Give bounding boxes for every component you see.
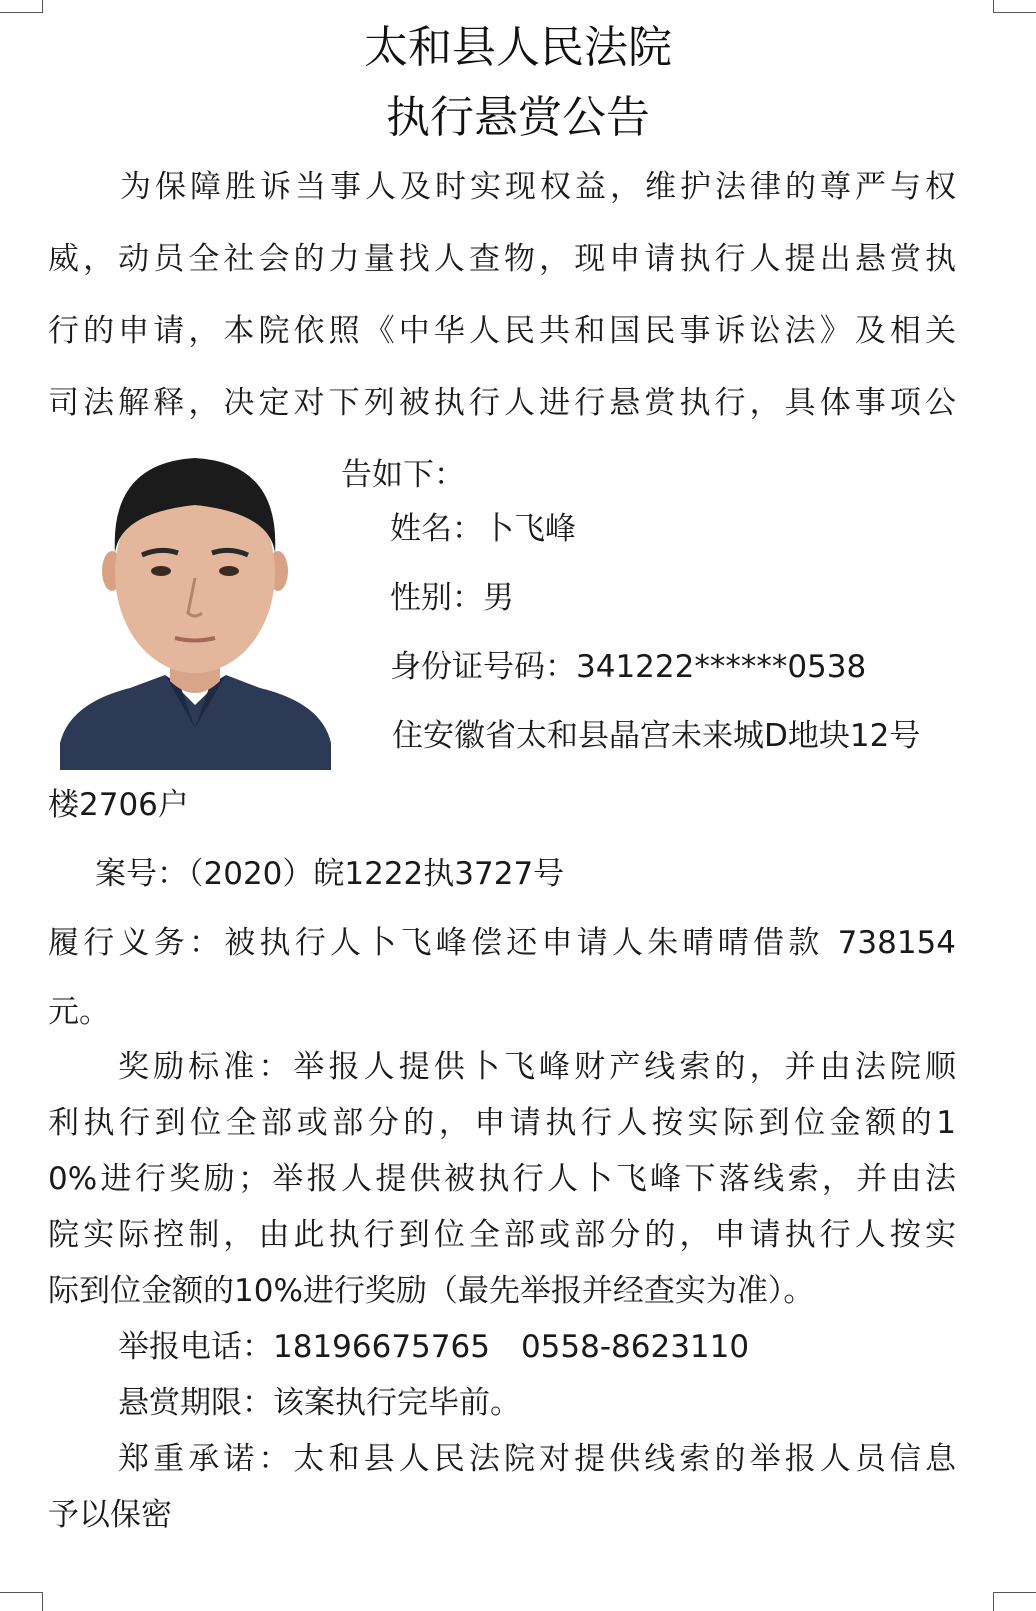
promise-line-1: 郑重承诺：太和县人民法院对提供线索的举报人员信息 xyxy=(118,1441,956,1477)
intro-line-4: 司法解释，决定对下列被执行人进行悬赏执行，具体事项公 xyxy=(48,385,956,421)
report-phone: 举报电话：18196675765 0558-8623110 xyxy=(118,1329,750,1365)
person-id-number: 身份证号码：341222******0538 xyxy=(390,649,867,685)
person-name: 姓名：卜飞峰 xyxy=(390,511,576,547)
intro-line-2: 威，动员全社会的力量找人查物，现申请执行人提出悬赏执 xyxy=(48,241,956,277)
notice-title: 执行悬赏公告 xyxy=(386,92,650,143)
reward-line-4: 院实际控制，由此执行到位全部或部分的，申请执行人按实 xyxy=(48,1217,956,1253)
reward-line-3: 0%进行奖励；举报人提供被执行人卜飞峰下落线索，并由法 xyxy=(48,1161,956,1197)
person-gender: 性别：男 xyxy=(390,580,514,616)
person-photo xyxy=(60,443,331,770)
obligation-line-1: 履行义务：被执行人卜飞峰偿还申请人朱晴晴借款 738154 xyxy=(48,925,956,961)
crop-mark-top-right xyxy=(993,0,1036,13)
obligation-line-2: 元。 xyxy=(48,994,110,1030)
promise-line-2: 予以保密 xyxy=(48,1497,172,1533)
reward-line-1: 奖励标准：举报人提供卜飞峰财产线索的，并由法院顺 xyxy=(118,1049,956,1085)
intro-line-3: 行的申请，本院依照《中华人民共和国民事诉讼法》及相关 xyxy=(48,313,956,349)
person-address-line-1: 住安徽省太和县晶宫未来城D地块12号 xyxy=(392,718,921,754)
intro-line-1: 为保障胜诉当事人及时实现权益，维护法律的尊严与权 xyxy=(120,169,956,205)
crop-mark-top-left xyxy=(0,0,43,13)
reward-line-5: 际到位金额的10%进行奖励（最先举报并经查实为准）。 xyxy=(48,1273,815,1309)
reward-deadline: 悬赏期限：该案执行完毕前。 xyxy=(118,1385,521,1421)
reward-line-2: 利执行到位全部或部分的，申请执行人按实际到位金额的1 xyxy=(48,1105,956,1141)
court-name: 太和县人民法院 xyxy=(364,22,672,73)
case-number: 案号：（2020）皖1222执3727号 xyxy=(95,856,565,892)
crop-mark-bottom-left xyxy=(0,1592,43,1611)
person-address-line-2: 楼2706户 xyxy=(48,787,189,823)
intro-line-5: 告如下： xyxy=(341,457,465,493)
crop-mark-bottom-right xyxy=(993,1592,1036,1611)
